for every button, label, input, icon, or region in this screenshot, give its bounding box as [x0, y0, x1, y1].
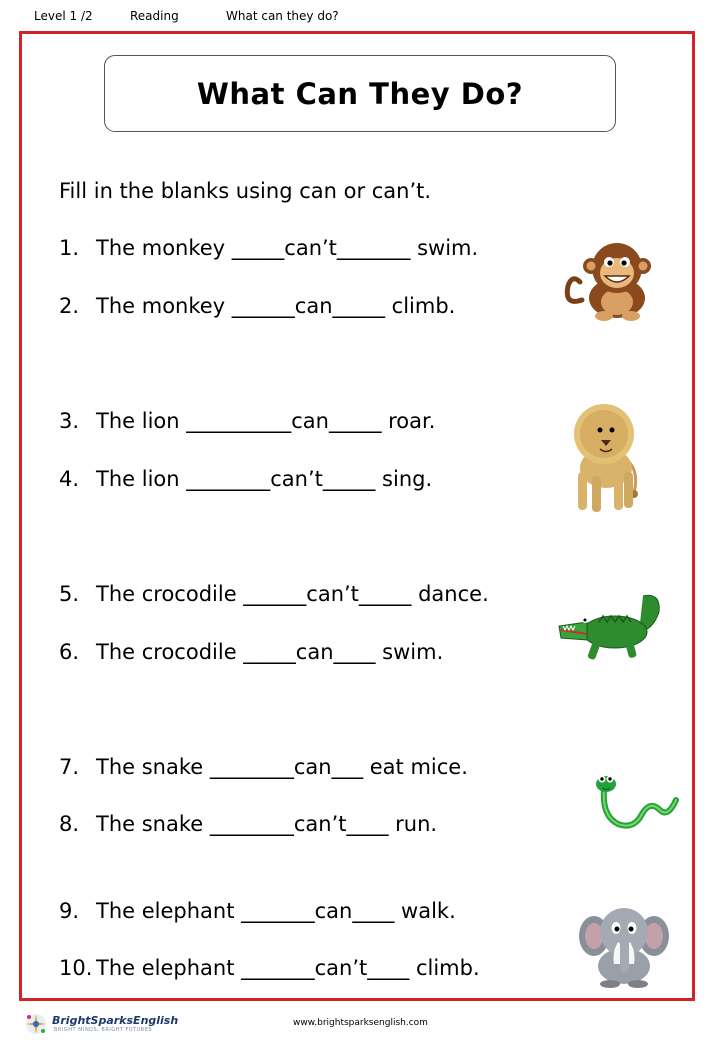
question-5: 5. The crocodile ______can’t_____ dance. — [59, 582, 489, 606]
question-9: 9. The elephant _______can____ walk. — [59, 899, 456, 923]
question-6: 6. The crocodile _____can____ swim. — [59, 640, 444, 664]
lion-icon — [562, 398, 644, 518]
page-header — [0, 9, 720, 27]
title-box — [104, 55, 616, 132]
question-7: 7. The snake ________can___ eat mice. — [59, 755, 468, 779]
crocodile-icon — [555, 588, 667, 668]
header-level: Level 1 /2 — [34, 9, 93, 23]
question-2: 2. The monkey ______can_____ climb. — [59, 294, 456, 318]
page-title: What Can They Do? — [196, 76, 524, 111]
question-3: 3. The lion __________can_____ roar. — [59, 409, 436, 433]
logo-name: BrightSparksEnglish — [52, 1014, 179, 1027]
elephant-icon — [578, 898, 670, 990]
question-10: 10. The elephant _______can’t____ climb. — [59, 956, 480, 980]
instruction-text: Fill in the blanks using can or can’t. — [59, 179, 432, 203]
question-8: 8. The snake ________can’t____ run. — [59, 812, 438, 836]
monkey-icon — [560, 240, 660, 322]
logo-tagline: BRIGHT MINDS, BRIGHT FUTURES — [54, 1027, 153, 1033]
snake-icon — [590, 770, 682, 834]
question-1: 1. The monkey _____can’t_______ swim. — [59, 236, 479, 260]
spark-logo-icon — [24, 1012, 48, 1036]
footer-logo — [24, 1012, 179, 1036]
header-category: Reading — [130, 9, 179, 23]
footer-url: www.brightsparksenglish.com — [293, 1018, 428, 1028]
header-topic: What can they do? — [226, 9, 339, 23]
question-4: 4. The lion ________can’t_____ sing. — [59, 467, 433, 491]
